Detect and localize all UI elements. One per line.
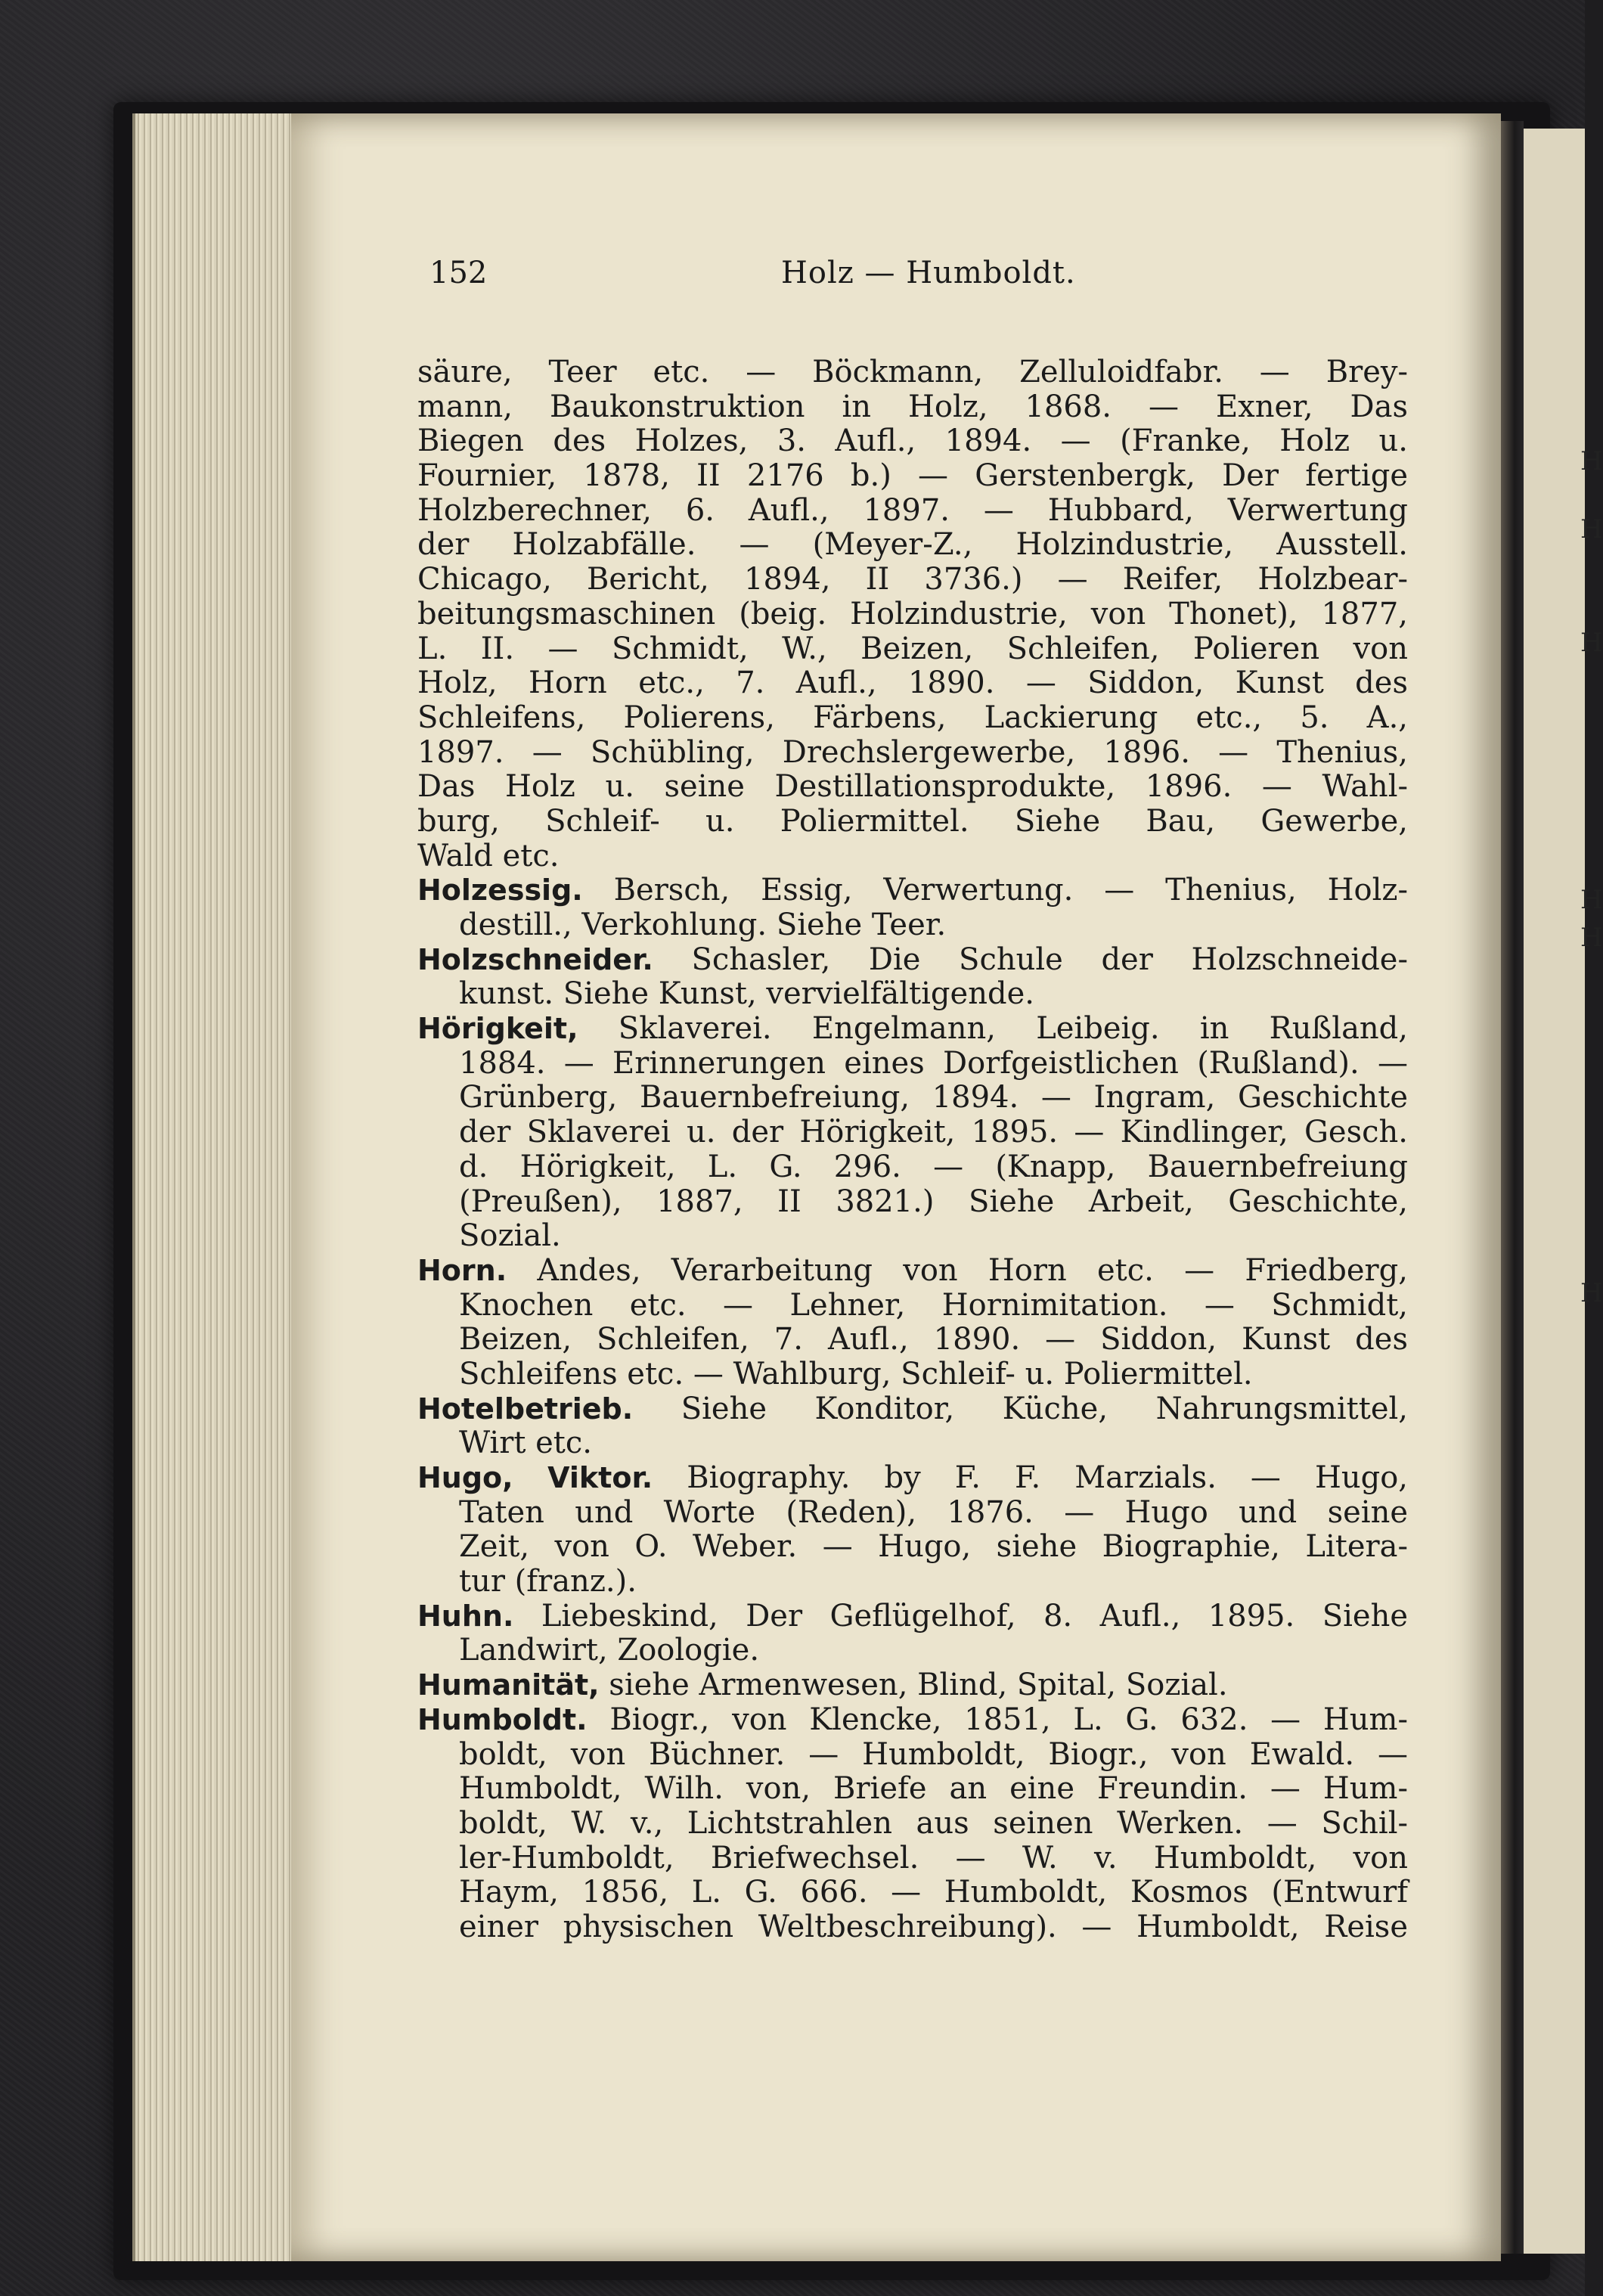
line-text: einer physischen Weltbeschreibung). — Humboldt, Reise xyxy=(459,1909,1408,1944)
index-keyword: Holzessig. xyxy=(417,873,583,908)
text-line xyxy=(417,528,1408,563)
text-line xyxy=(417,632,1408,667)
index-keyword: Huhn. xyxy=(417,1599,514,1633)
text-line xyxy=(417,1738,1408,1773)
index-text-block xyxy=(417,355,1408,1945)
text-line xyxy=(417,1081,1408,1115)
text-line xyxy=(417,390,1408,425)
line-text: Haym, 1856, L. G. 666. — Humboldt, Kosmos (Entwurf xyxy=(459,1875,1408,1910)
line-text: Andes, Verarbeitung von Horn etc. — Friedberg, xyxy=(507,1252,1408,1288)
line-text: ler-Humboldt, Briefwechsel. — W. v. Humboldt, von xyxy=(459,1840,1408,1876)
text-line xyxy=(417,1323,1408,1357)
text-line xyxy=(417,1910,1408,1945)
text-line xyxy=(417,1841,1408,1876)
index-entry-line xyxy=(417,1012,1408,1047)
index-keyword: Humboldt. xyxy=(417,1702,588,1736)
line-text: tur (franz.). xyxy=(459,1564,637,1599)
line-text: Schleifens etc. — Wahlburg, Schleif- u. Poliermittel. xyxy=(459,1356,1253,1392)
line-text: Chicago, Bericht, 1894, II 3736.) — Reifer, Holzbear- xyxy=(417,562,1408,597)
line-text: (Preußen), 1887, II 3821.) Siehe Arbeit, Geschichte, xyxy=(459,1184,1408,1219)
text-line xyxy=(417,494,1408,529)
text-line xyxy=(417,1047,1408,1081)
text-line xyxy=(417,1807,1408,1841)
line-text: Wirt etc. xyxy=(459,1426,592,1461)
line-text: burg, Schleif- u. Poliermittel. Siehe Bau, Gewerbe, xyxy=(417,803,1408,839)
text-line xyxy=(417,908,1408,943)
index-entry-line xyxy=(417,1599,1408,1634)
margin-letter: H xyxy=(1580,1278,1603,1308)
margin-letter: H xyxy=(1580,514,1603,545)
index-entry-line xyxy=(417,1461,1408,1496)
text-line xyxy=(417,1426,1408,1461)
text-line xyxy=(417,1496,1408,1531)
facing-page-edge xyxy=(1524,129,1603,2254)
text-line xyxy=(417,1634,1408,1668)
line-text: Sklaverei. Engelmann, Leibeig. in Rußland, xyxy=(578,1011,1408,1047)
index-keyword: Horn. xyxy=(417,1253,507,1287)
text-line xyxy=(417,736,1408,771)
index-keyword: Hotelbetrieb. xyxy=(417,1392,634,1426)
text-line xyxy=(417,563,1408,597)
index-entry-line xyxy=(417,1392,1408,1427)
line-text: Holz, Horn etc., 7. Aufl., 1890. — Siddon, Kunst des xyxy=(417,666,1408,701)
margin-letter: H xyxy=(1580,923,1603,953)
line-text: Biography. by F. F. Marzials. — Hugo, xyxy=(653,1460,1408,1495)
text-line xyxy=(417,1357,1408,1392)
line-text: boldt, W. v., Lichtstrahlen aus seinen Werken. — Schil- xyxy=(459,1805,1408,1841)
text-line xyxy=(417,1115,1408,1150)
line-text: kunst. Siehe Kunst, vervielfältigende. xyxy=(459,976,1034,1012)
line-text: Holzberechner, 6. Aufl., 1897. — Hubbard, Verwertung xyxy=(417,492,1408,528)
text-line xyxy=(417,1530,1408,1565)
line-text: Biogr., von Klencke, 1851, L. G. 632. — Hum- xyxy=(587,1702,1408,1737)
line-text: siehe Armenwesen, Blind, Spital, Sozial. xyxy=(599,1668,1228,1703)
text-line xyxy=(417,666,1408,701)
line-text: der Sklaverei u. der Hörigkeit, 1895. — Kindlinger, Gesch. xyxy=(459,1115,1408,1150)
text-line xyxy=(417,1565,1408,1599)
line-text: Schasler, Die Schule der Holzschneide- xyxy=(653,942,1408,977)
text-line xyxy=(417,1289,1408,1323)
index-entry-line xyxy=(417,1668,1408,1703)
text-line xyxy=(417,459,1408,494)
index-entry-line xyxy=(417,943,1408,978)
line-text: Grünberg, Bauernbefreiung, 1894. — Ingram, Geschichte xyxy=(459,1080,1408,1115)
line-text: Humboldt, Wilh. von, Briefe an eine Freundin. — Hum- xyxy=(459,1771,1408,1807)
page-number: 152 xyxy=(429,256,488,290)
line-text: säure, Teer etc. — Böckmann, Zelluloidfabr. — Brey- xyxy=(417,355,1408,389)
text-line xyxy=(417,1150,1408,1185)
line-text: Zeit, von O. Weber. — Hugo, siehe Biographie, Litera- xyxy=(459,1529,1408,1565)
line-text: Bersch, Essig, Verwertung. — Thenius, Holz- xyxy=(582,873,1408,908)
page-edges xyxy=(132,113,305,2261)
index-keyword: Hörigkeit, xyxy=(417,1012,578,1046)
index-keyword: Hugo, Viktor. xyxy=(417,1461,653,1494)
line-text: 1897. — Schübling, Drechslergewerbe, 1896. — Thenius, xyxy=(417,734,1408,770)
text-line xyxy=(417,1219,1408,1254)
line-text: Taten und Worte (Reden), 1876. — Hugo und seine xyxy=(459,1494,1408,1530)
text-line xyxy=(417,701,1408,736)
line-text: Biegen des Holzes, 3. Aufl., 1894. — (Franke, Holz u. xyxy=(417,424,1408,459)
line-text: der Holzabfälle. — (Meyer-Z., Holzindustrie, Ausstell. xyxy=(417,527,1408,563)
index-entry-line xyxy=(417,1254,1408,1289)
index-keyword: Holzschneider. xyxy=(417,942,653,976)
line-text: Schleifens, Polierens, Färbens, Lackierung etc., 5. A., xyxy=(417,700,1408,735)
text-line xyxy=(417,1772,1408,1807)
line-text: destill., Verkohlung. Siehe Teer. xyxy=(459,908,947,942)
index-keyword: Humanität, xyxy=(417,1668,600,1702)
line-text: Fournier, 1878, II 2176 b.) — Gerstenbergk, Der fertige xyxy=(417,458,1408,494)
text-line xyxy=(417,597,1408,632)
book-gutter xyxy=(1501,121,1524,2254)
text-line xyxy=(417,805,1408,839)
line-text: Wald etc. xyxy=(417,838,560,873)
line-text: d. Hörigkeit, L. G. 296. — (Knapp, Bauernbefreiung xyxy=(459,1149,1408,1184)
line-text: Landwirt, Zoologie. xyxy=(459,1633,760,1668)
line-text: L. II. — Schmidt, W., Beizen, Schleifen, Polieren von xyxy=(417,631,1408,666)
line-text: Beizen, Schleifen, 7. Aufl., 1890. — Siddon, Kunst des xyxy=(459,1322,1408,1357)
line-text: Siehe Konditor, Küche, Nahrungsmittel, xyxy=(633,1391,1408,1426)
line-text: boldt, von Büchner. — Humboldt, Biogr., von Ewald. — xyxy=(459,1736,1408,1772)
line-text: 1884. — Erinnerungen eines Dorfgeistlichen (Rußland). — xyxy=(459,1045,1408,1081)
index-entry-line xyxy=(417,1703,1408,1738)
text-line xyxy=(417,839,1408,874)
margin-letter: H xyxy=(1580,446,1603,476)
line-text: Liebeskind, Der Geflügelhof, 8. Aufl., 1895. Siehe xyxy=(513,1598,1408,1634)
text-line xyxy=(417,355,1408,390)
text-line xyxy=(417,770,1408,805)
line-text: beitungsmaschinen (beig. Holzindustrie, von Thonet), 1877, xyxy=(417,596,1408,631)
line-text: Knochen etc. — Lehner, Hornimitation. — Schmidt, xyxy=(459,1287,1408,1323)
line-text: Sozial. xyxy=(459,1218,561,1254)
margin-letter: H xyxy=(1580,628,1603,658)
text-line xyxy=(417,424,1408,459)
margin-letter: H xyxy=(1580,885,1603,915)
text-line xyxy=(417,1876,1408,1910)
line-text: mann, Baukonstruktion in Holz, 1868. — Exner, Das xyxy=(417,389,1408,424)
index-entry-line xyxy=(417,873,1408,908)
text-line xyxy=(417,1185,1408,1220)
line-text: Das Holz u. seine Destillationsprodukte, 1896. — Wahl- xyxy=(417,769,1408,805)
running-title: Holz — Humboldt. xyxy=(781,256,1076,290)
text-line xyxy=(417,977,1408,1012)
